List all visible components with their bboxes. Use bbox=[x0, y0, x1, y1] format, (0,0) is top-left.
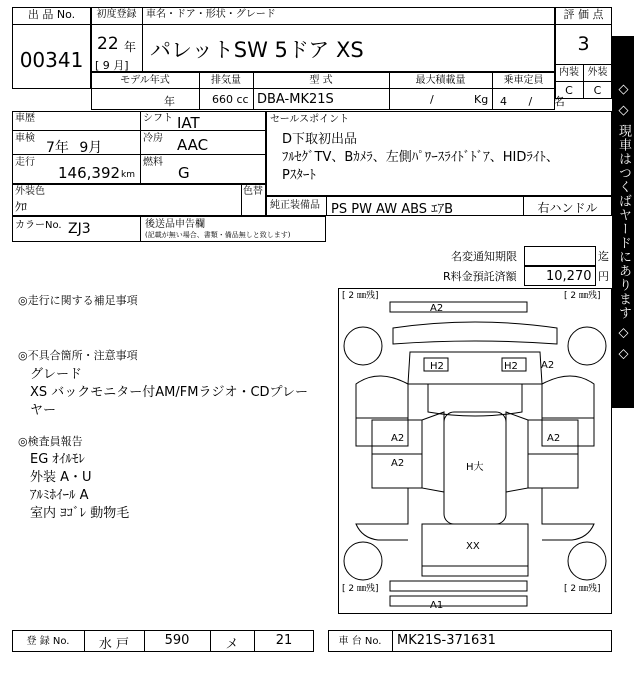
defect-line: グレード bbox=[30, 367, 83, 382]
rear-door-left-grade: A2 bbox=[391, 458, 405, 469]
ext-color-value: ｸﾛ bbox=[15, 200, 28, 214]
plate-label: 登 録 No. bbox=[26, 636, 70, 647]
front-door-left-grade: A2 bbox=[391, 433, 405, 444]
chassis-number: MK21S-371631 bbox=[397, 633, 496, 648]
inspector-line: ｱﾙﾐﾎｲｰﾙ A bbox=[30, 488, 89, 503]
rear-quarter-left bbox=[356, 488, 408, 540]
fuel-value: G bbox=[178, 164, 190, 182]
front-door-right-grade: A2 bbox=[547, 433, 561, 444]
shift-label: シフト bbox=[143, 113, 173, 124]
recycle-fee-value: 10,270 bbox=[546, 269, 592, 284]
driving-notes-label: ◎走行に関する補足事項 bbox=[18, 294, 138, 307]
max-load-value: / bbox=[430, 93, 434, 106]
interior-grade: C bbox=[565, 84, 573, 97]
post-equip-note: (記載が無い場合、書類・備品無しと致します) bbox=[145, 231, 291, 239]
headlight-right-grade: H2 bbox=[504, 361, 518, 372]
recycle-fee-unit: 円 bbox=[598, 270, 609, 283]
left-body-line bbox=[422, 412, 444, 492]
lot-label: 出 品 No. bbox=[27, 8, 76, 21]
plate-class: 590 bbox=[164, 633, 190, 648]
inspector-line: 外装 A・U bbox=[30, 470, 92, 485]
rear-bumper bbox=[390, 581, 527, 591]
name-change-label: 名変通知期限 bbox=[451, 250, 517, 263]
steering-value: 右ハンドル bbox=[537, 201, 598, 215]
mileage-label: 走行 bbox=[15, 157, 35, 168]
color-no-value: ZJ3 bbox=[68, 221, 91, 237]
tire-rear-left bbox=[344, 542, 382, 580]
color-no-label: カラーNo. bbox=[15, 220, 62, 231]
inspector-line: EG ｵｲﾙﾓﾚ bbox=[30, 452, 85, 467]
hood-front bbox=[393, 322, 557, 344]
score-label: 評 価 点 bbox=[563, 8, 604, 21]
car-name-label: 車名・ドア・形状・グレード bbox=[146, 9, 276, 20]
front-bumper bbox=[390, 302, 527, 312]
name-change-unit: 迄 bbox=[598, 250, 609, 263]
recycle-fee-label: R料金預託済額 bbox=[443, 270, 517, 283]
defect-line: XS バックモニター付AM/FMラジオ・CDプレー bbox=[30, 385, 309, 400]
rear-door-right bbox=[528, 454, 578, 488]
fuel-label: 燃料 bbox=[143, 157, 163, 168]
front-fender-right bbox=[542, 376, 594, 418]
tire-fl-label: [ 2 ㎜残] bbox=[342, 291, 379, 301]
max-load-label: 最大積載量 bbox=[415, 75, 466, 86]
plate-number: 21 bbox=[275, 633, 293, 648]
shaken-label: 車検 bbox=[15, 133, 35, 144]
exterior-grade: C bbox=[593, 84, 602, 97]
ac-value: AAC bbox=[177, 136, 209, 154]
car-name: パレットSW 5ドア XS bbox=[150, 38, 364, 62]
model-year-label: モデル年式 bbox=[120, 75, 170, 86]
history-label: 車歴 bbox=[15, 113, 35, 124]
chassis-label: 車 台 No. bbox=[338, 636, 382, 647]
sales-point-line: ﾌﾙｾｸﾞTV、Bｶﾒﾗ、左側ﾊﾟﾜｰｽﾗｲﾄﾞﾄﾞｱ、HIDﾗｲﾄ、 bbox=[282, 150, 559, 165]
side-banner-text: ◇ ◇ 現車はつくばヤードにあります ◇ ◇ bbox=[616, 81, 631, 363]
roof-grade: H大 bbox=[466, 462, 484, 473]
hood bbox=[428, 384, 522, 416]
max-load-unit: Kg bbox=[474, 93, 489, 106]
color-box bbox=[12, 184, 266, 216]
tire-front-right bbox=[568, 327, 606, 365]
lot-number: 00341 bbox=[19, 48, 84, 72]
mileage-unit: km bbox=[121, 170, 135, 180]
front-panel bbox=[408, 352, 542, 384]
sales-point-line: D下取初出品 bbox=[282, 132, 358, 147]
plate-kana: メ bbox=[225, 637, 239, 652]
plate-region: 水 戸 bbox=[98, 637, 130, 652]
shift-value: IAT bbox=[177, 114, 200, 132]
model-year-unit: 年 bbox=[164, 95, 175, 108]
interior-label: 内装 bbox=[559, 67, 579, 78]
inspector-line: 室内 ﾖｺﾞﾚ 動物毛 bbox=[30, 506, 130, 521]
type-value: DBA-MK21S bbox=[257, 92, 334, 107]
ac-label: 冷房 bbox=[143, 133, 163, 144]
displacement-value: 660 cc bbox=[212, 93, 249, 106]
name-change-deadline-field bbox=[524, 246, 596, 266]
headlight-left-grade: H2 bbox=[430, 361, 444, 372]
first-reg-month: [ 9 月] bbox=[95, 59, 129, 72]
tire-rear-right bbox=[568, 542, 606, 580]
ext-color-label: 外装色 bbox=[15, 186, 45, 197]
equipment-items: PS PW AW ABS ｴｱB bbox=[331, 202, 454, 217]
front-fender-right-grade: A2 bbox=[541, 360, 555, 371]
first-reg-year: 22 bbox=[97, 34, 119, 54]
color-change-label: 色替 bbox=[243, 186, 263, 197]
side-banner bbox=[612, 36, 634, 408]
front-bumper-grade: A2 bbox=[430, 303, 444, 314]
tire-fr-label: [ 2 ㎜残] bbox=[564, 291, 601, 301]
mileage-value: 146,392 bbox=[58, 164, 121, 182]
year-unit: 年 bbox=[124, 40, 137, 54]
score-value: 3 bbox=[577, 33, 590, 55]
rear-under bbox=[390, 596, 527, 606]
capacity-label: 乗車定員 bbox=[503, 75, 544, 86]
type-label: 型 式 bbox=[309, 75, 333, 86]
rear-bumper-grade: A1 bbox=[430, 600, 444, 611]
tire-rr-label: [ 2 ㎜残] bbox=[564, 584, 601, 594]
capacity-value: 4 / 名 bbox=[500, 95, 565, 108]
post-equip-label: 後送品申告欄 bbox=[145, 219, 205, 230]
defects-label: ◎不具合箇所・注意事項 bbox=[18, 349, 138, 362]
displacement-label: 排気量 bbox=[211, 75, 241, 86]
tire-rl-label: [ 2 ㎜残] bbox=[342, 584, 379, 594]
front-fender-left bbox=[356, 376, 408, 418]
rear-quarter-right bbox=[542, 488, 594, 540]
exterior-label: 外装 bbox=[587, 67, 608, 78]
tailgate-grade: XX bbox=[466, 541, 480, 552]
shaken-value: 7年 9月 bbox=[46, 140, 103, 156]
damage-diagram bbox=[338, 288, 612, 614]
inspector-label: ◎検査員報告 bbox=[18, 435, 83, 448]
sales-points-label: セールスポイント bbox=[270, 114, 350, 125]
first-reg-label: 初度登録 bbox=[96, 9, 137, 20]
right-body-line bbox=[506, 412, 528, 492]
equipment-label: 純正装備品 bbox=[270, 200, 320, 211]
tire-front-left bbox=[344, 327, 382, 365]
defect-line: ヤー bbox=[30, 403, 57, 418]
sales-point-line: Pｽﾀｰﾄ bbox=[282, 168, 316, 183]
rear-panel bbox=[422, 566, 528, 576]
